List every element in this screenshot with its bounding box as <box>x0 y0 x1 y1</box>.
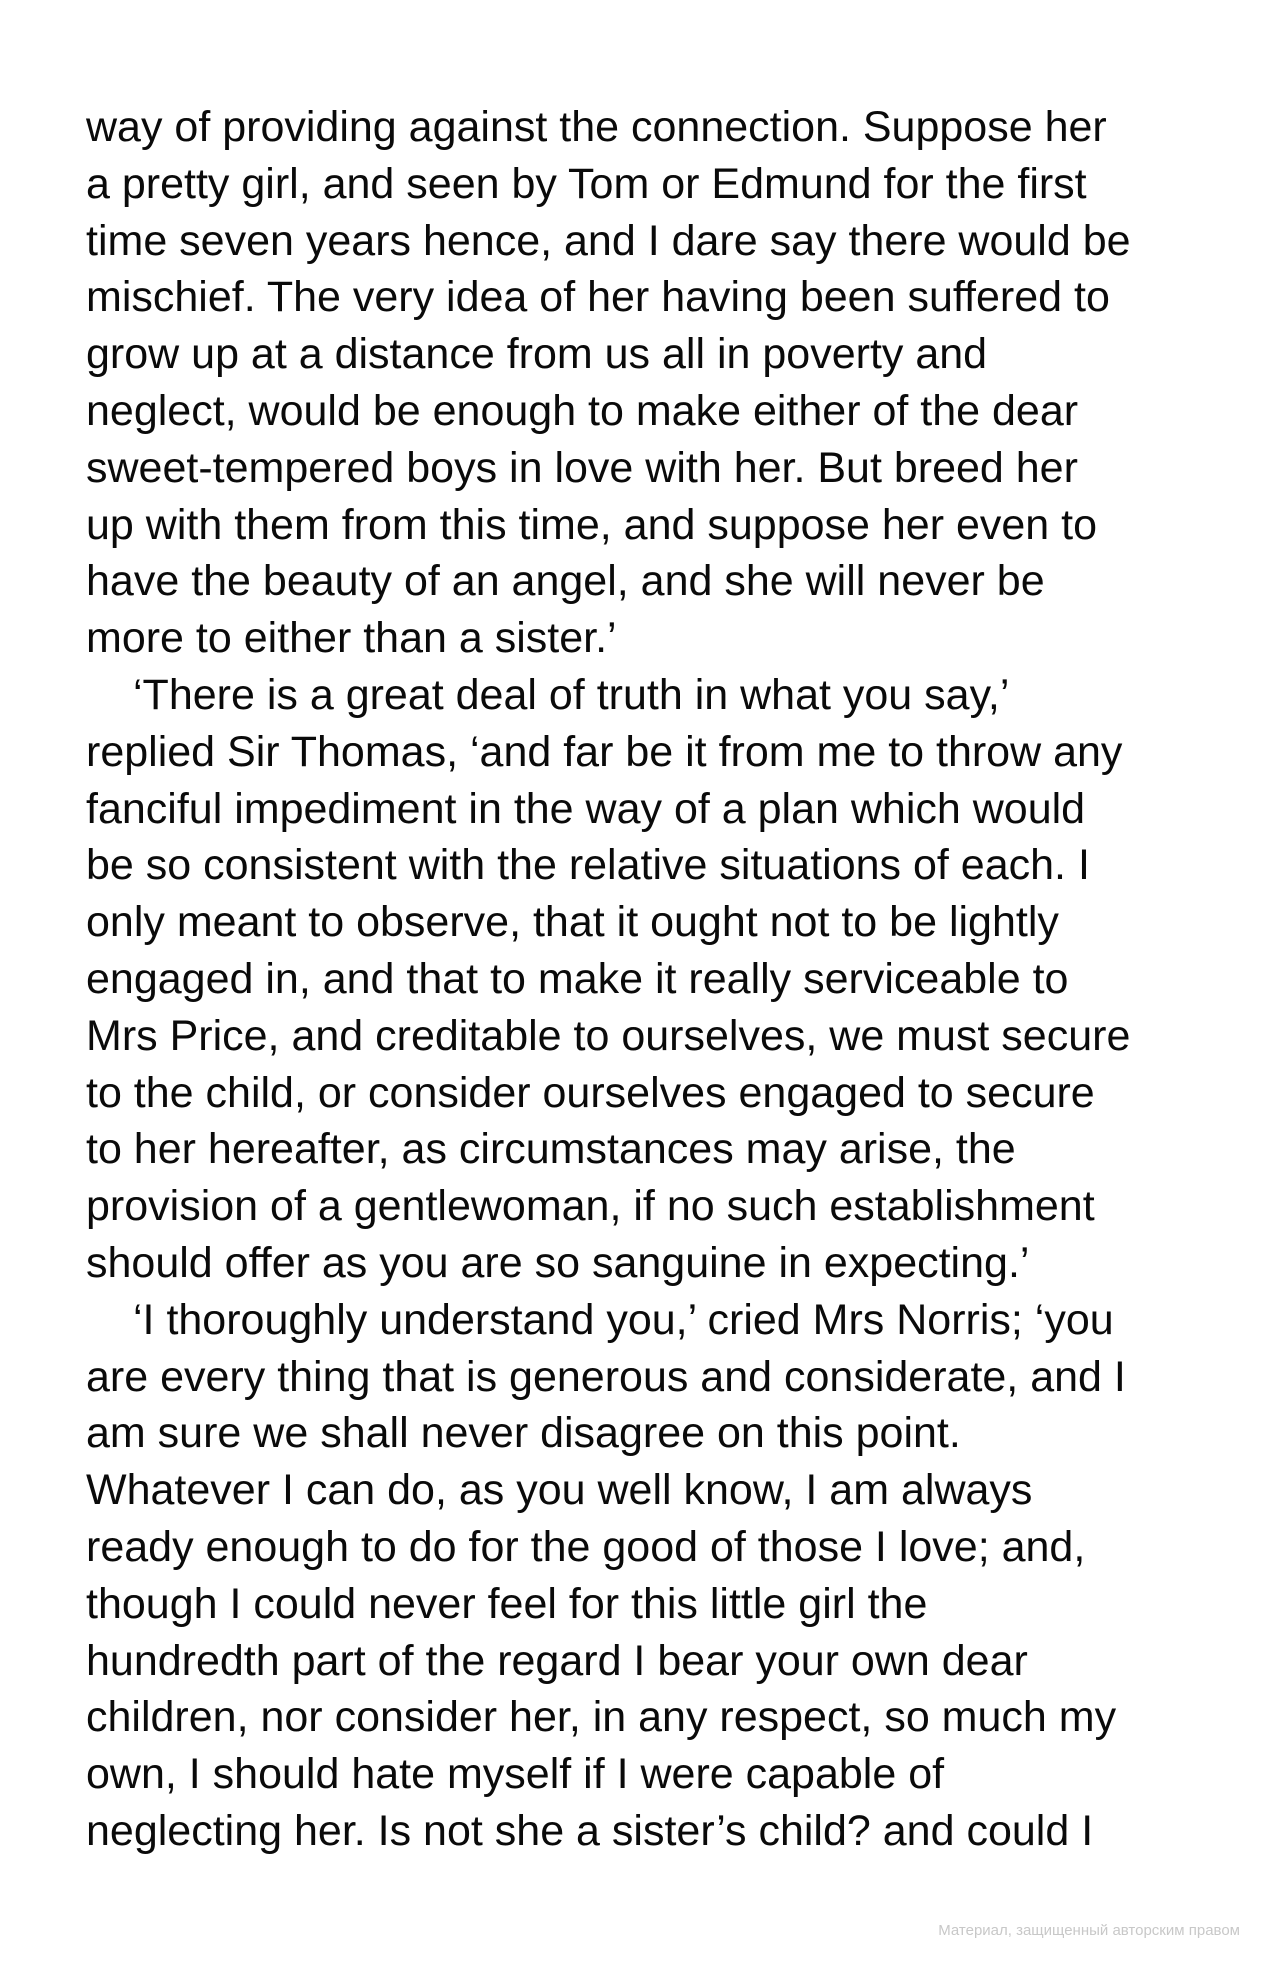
text-line: only meant to observe, that it ought not to be lightly <box>86 898 1059 947</box>
body-text <box>86 99 1226 1860</box>
text-line: way of providing against the connection. Suppose her <box>86 103 1107 151</box>
copyright-watermark: Материал, защищенный авторским правом <box>938 1922 1240 1939</box>
text-line: children, nor consider her, in any respect, so much my <box>86 1693 1117 1742</box>
text-line: neglect, would be enough to make either of the dear <box>86 386 1079 435</box>
text-line: engaged in, and that to make it really serviceable to <box>86 954 1069 1003</box>
text-line: am sure we shall never disagree on this point. <box>86 1409 961 1458</box>
text-line: to the child, or consider ourselves engaged to secure <box>86 1068 1095 1117</box>
text-line: own, I should hate myself if I were capable of <box>86 1750 945 1799</box>
text-line: fanciful impediment in the way of a plan which would <box>86 784 1086 833</box>
text-line: Mrs Price, and creditable to ourselves, we must secure <box>86 1011 1131 1060</box>
text-line: time seven years hence, and I dare say there would be <box>86 216 1131 265</box>
text-line: though I could never feel for this little girl the <box>86 1579 928 1628</box>
text-line: grow up at a distance from us all in poverty and <box>86 330 988 379</box>
text-line: ready enough to do for the good of those I love; and, <box>86 1522 1086 1571</box>
text-line: more to either than a sister.’ <box>86 614 617 663</box>
text-line: neglecting her. Is not she a sister’s child? and could I <box>86 1806 1094 1855</box>
text-line: ‘I thoroughly understand you,’ cried Mrs Norris; ‘you <box>133 1295 1114 1344</box>
text-line: are every thing that is generous and considerate, and I <box>86 1352 1126 1401</box>
text-line: sweet-tempered boys in love with her. But breed her <box>86 443 1078 492</box>
text-line: replied Sir Thomas, ‘and far be it from me to throw any <box>86 727 1123 776</box>
text-line: should offer as you are so sanguine in expecting.’ <box>86 1238 1030 1287</box>
text-line: Whatever I can do, as you well know, I am always <box>86 1466 1033 1515</box>
text-line: hundredth part of the regard I bear your own dear <box>86 1636 1028 1685</box>
text-line: ‘There is a great deal of truth in what you say,’ <box>133 670 1010 719</box>
text-line: to her hereafter, as circumstances may arise, the <box>86 1125 1016 1174</box>
text-line: have the beauty of an angel, and she will never be <box>86 557 1045 606</box>
text-line: up with them from this time, and suppose her even to <box>86 500 1098 549</box>
text-line: a pretty girl, and seen by Tom or Edmund for the first <box>86 159 1087 208</box>
text-line: mischief. The very idea of her having been suffered to <box>86 273 1110 322</box>
text-line: be so consistent with the relative situations of each. I <box>86 841 1090 890</box>
text-line: provision of a gentlewoman, if no such establishment <box>86 1182 1095 1231</box>
